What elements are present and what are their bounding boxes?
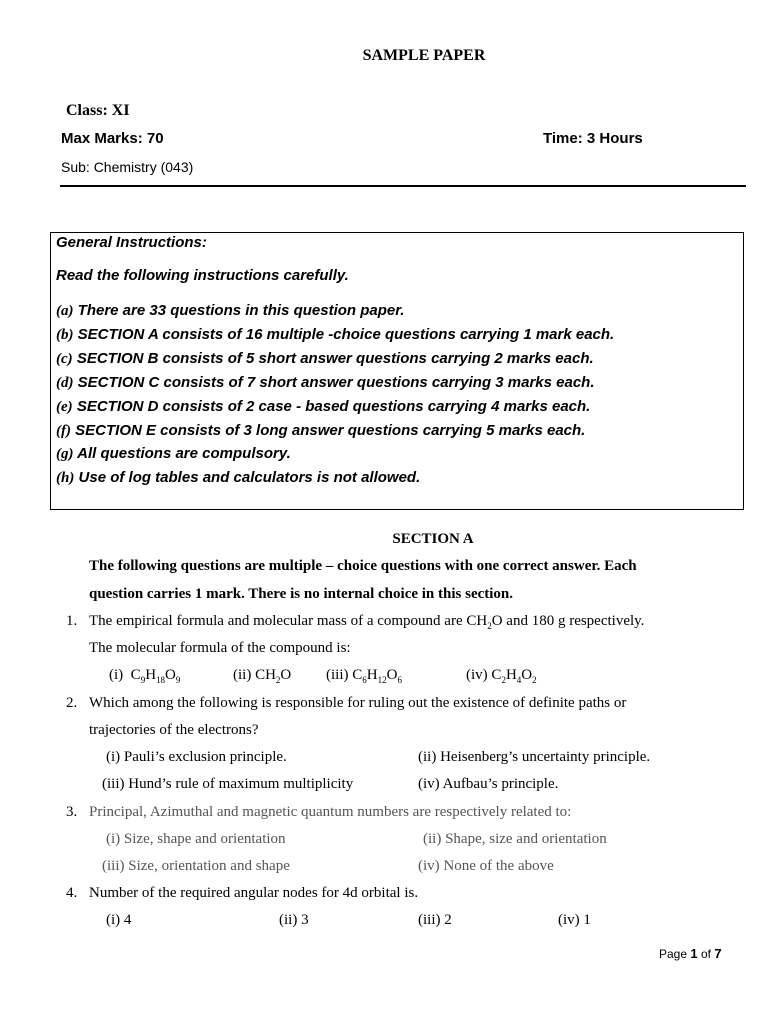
formula — [131, 667, 181, 683]
option-label: (i) — [109, 667, 124, 683]
formula-part: O — [165, 667, 176, 683]
section-a-title: SECTION A — [392, 531, 474, 547]
option-item: (i) Size, shape and orientation — [106, 831, 286, 847]
instruction-item — [56, 469, 420, 487]
option-item: (iii) Hund’s rule of maximum multiplicity — [102, 776, 354, 792]
option-item: (ii) Shape, size and orientation — [423, 831, 607, 847]
subscript: 2 — [501, 675, 506, 685]
formula-part: CH — [255, 667, 276, 683]
formula-part: H — [366, 667, 378, 683]
option-item: (i) 4 — [106, 912, 132, 928]
instruction-mark: (h) — [56, 470, 75, 486]
formula-part: O — [280, 667, 292, 683]
instruction-mark: (f) — [56, 423, 71, 439]
subject-line: Sub: Chemistry (043) — [61, 159, 194, 175]
instruction-mark: (d) — [56, 375, 74, 391]
page-word: Page — [659, 947, 688, 961]
instruction-mark: (g) — [56, 446, 74, 462]
option-item: (ii) 3 — [279, 912, 309, 928]
instruction-text: SECTION E consists of 3 long answer questions carrying 5 marks each. — [75, 422, 586, 439]
instruction-text: There are 33 questions in this question paper. — [77, 302, 405, 319]
option-item: (iv) 1 — [558, 912, 591, 928]
instruction-item — [56, 422, 585, 440]
formula-part: H — [505, 667, 517, 683]
option-item: (iv) Aufbau’s principle. — [418, 776, 559, 792]
option-label: (ii) — [233, 667, 252, 683]
option-item: (iv) None of the above — [418, 858, 554, 874]
instruction-item — [56, 374, 595, 392]
question-text: trajectories of the electrons? — [89, 722, 259, 738]
formula — [352, 667, 402, 683]
formula — [255, 667, 291, 683]
formula-part: O — [521, 667, 533, 683]
page-of: of — [700, 947, 711, 961]
instruction-mark: (b) — [56, 327, 74, 343]
page-number — [659, 946, 722, 961]
instruction-text: SECTION D consists of 2 case - based questions carrying 4 marks each. — [76, 398, 591, 415]
subscript: 9 — [175, 675, 181, 685]
option-label: (iii) — [326, 667, 349, 683]
instruction-text: SECTION B consists of 5 short answer questions carrying 2 marks each. — [76, 350, 594, 367]
question-text: Which among the following is responsible for ruling out the existence of definite paths or — [89, 695, 627, 711]
instruction-text: SECTION A consists of 16 multiple -choice questions carrying 1 mark each. — [77, 326, 615, 343]
question-text-part: The empirical formula and molecular mass of a compound are CH — [89, 613, 488, 629]
subscript: 6 — [397, 675, 402, 685]
question-text-part: O and 180 g respectively. — [491, 613, 645, 629]
instruction-item — [56, 398, 590, 416]
question-number: 1. — [66, 613, 78, 629]
option-item — [326, 667, 402, 685]
question-number: 3. — [66, 804, 78, 820]
question-number: 4. — [66, 885, 78, 901]
formula — [491, 667, 536, 683]
option-item: (ii) Heisenberg’s uncertainty principle. — [418, 749, 651, 765]
subscript: 12 — [377, 675, 387, 685]
instruction-item — [56, 326, 614, 344]
subscript: 2 — [487, 621, 492, 631]
formula-part: C — [491, 667, 502, 683]
subscript: 4 — [516, 675, 522, 685]
subscript: 2 — [275, 675, 281, 685]
instruction-item — [56, 302, 404, 320]
question-text — [89, 613, 644, 631]
page-title: SAMPLE PAPER — [362, 47, 486, 64]
option-item: (iii) Size, orientation and shape — [102, 858, 290, 874]
option-item: (i) Pauli’s exclusion principle. — [106, 749, 287, 765]
instruction-item — [56, 350, 594, 368]
instruction-text: Use of log tables and calculators is not allowed. — [78, 469, 421, 486]
option-item — [466, 667, 537, 685]
question-text: The molecular formula of the compound is: — [89, 640, 351, 656]
formula-part: O — [386, 667, 398, 683]
question-number: 2. — [66, 695, 78, 711]
section-a-intro: question carries 1 mark. There is no internal choice in this section. — [89, 586, 514, 602]
instruction-mark: (c) — [56, 351, 73, 367]
option-label: (iv) — [466, 667, 488, 683]
subscript: 18 — [156, 675, 166, 685]
page-total: 7 — [714, 946, 722, 961]
instructions-heading: General Instructions: — [56, 234, 207, 251]
section-a-intro: The following questions are multiple – choice questions with one correct answer. Each — [89, 558, 637, 574]
instructions-intro: Read the following instructions carefully. — [56, 267, 349, 284]
time-allowed: Time: 3 Hours — [543, 130, 643, 147]
subscript: 2 — [532, 675, 537, 685]
option-item: (iii) 2 — [418, 912, 452, 928]
subscript: 6 — [362, 675, 367, 685]
class-label: Class: XI — [66, 102, 130, 119]
option-item — [233, 667, 291, 685]
instruction-mark: (e) — [56, 399, 73, 415]
formula-part: H — [145, 667, 157, 683]
formula-part: C — [352, 667, 363, 683]
instruction-text: SECTION C consists of 7 short answer questions carrying 3 marks each. — [77, 374, 595, 391]
question-text: Principal, Azimuthal and magnetic quantum numbers are respectively related to: — [89, 804, 572, 820]
formula-part: C — [130, 667, 141, 683]
header-divider — [60, 185, 746, 187]
page-current: 1 — [690, 946, 698, 961]
instruction-item — [56, 445, 291, 463]
instruction-text: All questions are compulsory. — [77, 445, 291, 462]
max-marks: Max Marks: 70 — [61, 130, 164, 147]
option-item — [109, 667, 180, 685]
question-text: Number of the required angular nodes for 4d orbital is. — [89, 885, 419, 901]
subscript: 9 — [140, 675, 146, 685]
instruction-mark: (a) — [56, 303, 74, 319]
